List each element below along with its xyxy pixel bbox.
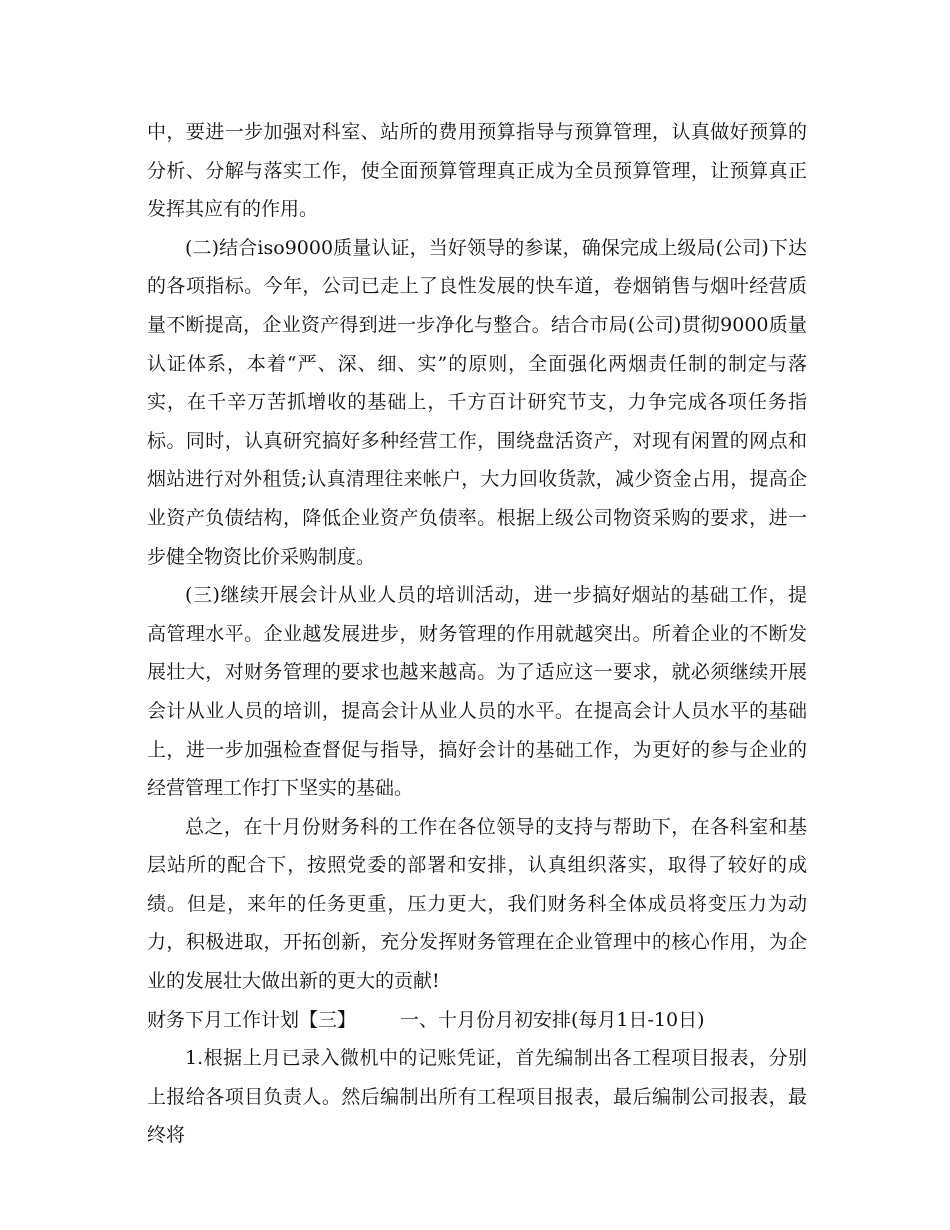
section-subtitle: 一、十月份月初安排(每月1日-10日) bbox=[400, 1008, 705, 1031]
paragraph-budget-continuation: 中，要进一步加强对科室、站所的费用预算指导与预算管理，认真做好预算的分析、分解与落实工作，使全面预算管理真正成为全员预算管理，让预算真正发挥其应有的作用。 bbox=[147, 121, 807, 221]
paragraph-iso9000-certification: (二)结合iso9000质量认证，当好领导的参谋，确保完成上级局(公司)下达的各项指标。今年，公司已走上了良性发展的快车道，卷烟销售与烟叶经营质量不断提高，企业资产得到进一步净化与整合。结合市局(公司)贯彻9000质量认证体系，本着“严、深、细、实”的原则，全面强化两烟责任制的制定与落实，在千辛万苦抓增收的基础上，千方百计研究节支，力争完成各项任务指标。同时，认真研究搞好多种经营工作，围绕盘活资产，对现有闲置的网点和烟站进行对外租赁;认真清理往来帐户，大力回收货款，减少资金占用，提高企业资产负债结构，降低企业资产负债率。根据上级公司物资采购的要求，进一步健全物资比价采购制度。 bbox=[147, 236, 807, 568]
section-heading-line bbox=[147, 1001, 807, 1040]
section-title: 财务下月工作计划【三】 bbox=[147, 1008, 357, 1031]
paragraph-conclusion: 总之，在十月份财务科的工作在各位领导的支持与帮助下，在各科室和基层站所的配合下，按照党委的部署和安排，认真组织落实，取得了较好的成绩。但是，来年的任务更重，压力更大，我们财务科全体成员将变压力为动力，积极进取，开拓创新，充分发挥财务管理在企业管理中的核心作用，为企业的发展壮大做出新的更大的贡献! bbox=[147, 815, 807, 993]
paragraph-accountant-training: (三)继续开展会计从业人员的培训活动，进一步搞好烟站的基础工作，提高管理水平。企业越发展进步，财务管理的作用就越突出。所着企业的不断发展壮大，对财务管理的要求也越来越高。为了适应这一要求，就必须继续开展会计从业人员的培训，提高会计从业人员的水平。在提高会计人员水平的基础上，进一步加强检查督促与指导，搞好会计的基础工作，为更好的参与企业的经营管理工作打下坚实的基础。 bbox=[147, 584, 807, 800]
paragraph-monthly-reports: 1.根据上月已录入微机中的记账凭证，首先编制出各工程项目报表，分别上报给各项目负责人。然后编制出所有工程项目报表，最后编制公司报表，最终将 bbox=[147, 1047, 807, 1147]
document-body bbox=[147, 113, 807, 1155]
